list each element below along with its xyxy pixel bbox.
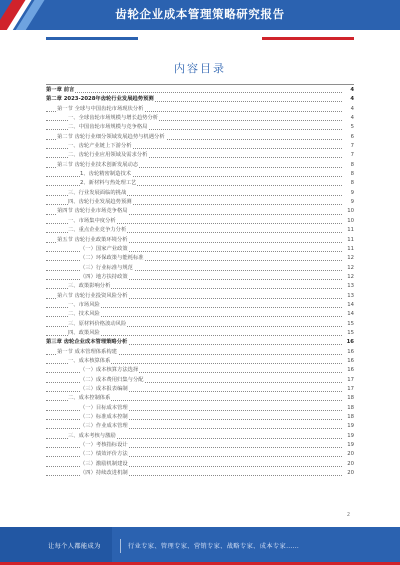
toc-entry-page: 7 [343,142,354,151]
toc-entry[interactable] [46,460,354,469]
toc-entry-page: 18 [343,413,354,422]
toc-entry[interactable] [46,282,354,291]
toc-entry-page: 8 [343,179,354,188]
toc-entry-page: 12 [343,254,354,263]
toc-entry-title: （四）持续改进机制 [80,469,129,478]
toc-entry[interactable] [46,133,354,142]
toc-entry-title: 二、技术风险 [68,310,101,319]
toc-entry[interactable] [46,198,354,207]
toc-entry-title: 三、成本考核与激励 [68,432,117,441]
toc-entry[interactable] [46,394,354,403]
toc-entry-page: 20 [343,460,354,469]
toc-entry-title: 第四节 齿轮行业市场竞争格局 [57,207,129,216]
toc-entry[interactable] [46,273,354,282]
toc-entry[interactable] [46,105,354,114]
toc-entry-title: 一、市场集中度分析 [68,217,117,226]
toc-entry-title: 四、齿轮行业发展趋势预测 [68,198,133,207]
toc-entry-title: （三）成本报表编制 [80,385,129,394]
toc-entry[interactable] [46,179,354,188]
toc-entry-title: 第五节 齿轮行业政策环境分析 [57,236,129,245]
toc-entry[interactable] [46,123,354,132]
toc-entry[interactable] [46,432,354,441]
toc-entry[interactable] [46,189,354,198]
toc-entry-title: （二）环保政策与能耗标准 [80,254,145,263]
toc-entry-page: 11 [343,245,354,254]
toc-entry-title: 二、齿轮行业应用领域及需求分析 [68,151,148,160]
toc-entry-title: （二）标准成本控制 [80,413,129,422]
toc-entry-page: 16 [343,338,354,347]
toc-entry-page: 13 [343,292,354,301]
toc-entry-page: 16 [343,348,354,357]
toc-entry-page: 5 [343,123,354,132]
report-title: 齿轮企业成本管理策略研究报告 [115,7,285,21]
toc-entry-title: 三、行业发展面临的挑战 [68,189,127,198]
toc-entry-page: 17 [343,385,354,394]
toc-entry[interactable] [46,264,354,273]
toc-top-rule [46,84,354,85]
toc-entry[interactable] [46,142,354,151]
toc-entry-page: 11 [343,226,354,235]
toc-entry-title: 第三节 齿轮行业技术创新发展动态 [57,161,139,170]
toc-entry[interactable] [46,114,354,123]
toc-entry-title: 1、齿轮精密制造技术 [80,170,132,179]
toc-entry-page: 16 [343,357,354,366]
table-of-contents [46,86,354,478]
toc-entry-title: 第三章 齿轮企业成本管理策略分析 [46,338,128,347]
toc-entry[interactable] [46,310,354,319]
toc-entry-page: 4 [343,95,354,104]
page-number: 2 [346,512,350,518]
toc-entry[interactable] [46,422,354,431]
toc-entry-page: 8 [343,161,354,170]
toc-entry-title: （一）考核指标设计 [80,441,129,450]
toc-entry-title: （三）激励机制建设 [80,460,129,469]
toc-entry-page: 13 [343,282,354,291]
toc-entry-title: （三）作业成本管理 [80,422,129,431]
toc-entry-page: 12 [343,273,354,282]
toc-entry-page: 19 [343,422,354,431]
toc-entry[interactable] [46,441,354,450]
toc-entry-page: 9 [343,189,354,198]
toc-entry-title: 四、政策风险 [68,329,101,338]
toc-entry-page: 6 [343,133,354,142]
toc-entry-page: 16 [343,366,354,375]
toc-entry[interactable] [46,450,354,459]
toc-entry-page: 11 [343,236,354,245]
toc-entry[interactable] [46,329,354,338]
toc-entry[interactable] [46,226,354,235]
toc-entry-title: 二、中国齿轮市场规模与竞争格局 [68,123,148,132]
toc-entry[interactable] [46,348,354,357]
toc-entry[interactable] [46,236,354,245]
toc-entry-title: 三、原材料价格波动风险 [68,320,127,329]
toc-entry-page: 20 [343,469,354,478]
toc-entry-page: 9 [343,198,354,207]
toc-entry[interactable] [46,292,354,301]
toc-entry-page: 12 [343,264,354,273]
toc-dot-leader [46,92,342,93]
toc-entry-title: 第一节 全球与中国齿轮市场现状分析 [57,105,144,114]
toc-entry-page: 15 [343,329,354,338]
toc-entry-title: 第二节 齿轮行业细分领域发展趋势与机遇分析 [57,133,166,142]
toc-entry-page: 18 [343,394,354,403]
toc-entry-title: 一、齿轮产业链上下游分析 [68,142,133,151]
header-rule-blue [46,37,138,40]
toc-chapter-entry[interactable] [46,95,354,104]
toc-entry[interactable] [46,366,354,375]
toc-entry[interactable] [46,170,354,179]
toc-entry-title: 第一章 前言 [46,86,75,95]
toc-entry-title: （二）成本费用归集与分配 [80,376,145,385]
toc-entry-title: 2、新材料与热处理工艺 [80,179,137,188]
toc-heading: 内容目录 [174,62,226,75]
toc-entry[interactable] [46,469,354,478]
toc-entry-page: 17 [343,376,354,385]
toc-entry[interactable] [46,254,354,263]
toc-entry-page: 14 [343,310,354,319]
toc-entry[interactable] [46,385,354,394]
toc-entry-page: 7 [343,151,354,160]
toc-entry-title: 二、重点企业竞争力分析 [68,226,127,235]
toc-entry-title: 一、全球齿轮市场规模与增长趋势分析 [68,114,159,123]
toc-entry[interactable] [46,217,354,226]
header-rule-red [262,37,354,40]
report-header-banner [0,0,400,30]
toc-entry[interactable] [46,245,354,254]
toc-entry-title: （一）成本核算方法选择 [80,366,139,375]
toc-entry-title: 第二章 2023-2028年齿轮行业发展趋势预测 [46,95,155,104]
toc-entry-title: 第六节 齿轮行业投资风险分析 [57,292,129,301]
toc-entry[interactable] [46,161,354,170]
toc-entry-page: 10 [343,207,354,216]
toc-entry-page: 10 [343,217,354,226]
toc-entry[interactable] [46,413,354,422]
toc-entry-page: 19 [343,441,354,450]
toc-entry[interactable] [46,207,354,216]
toc-entry-page: 14 [343,301,354,310]
toc-entry[interactable] [46,151,354,160]
toc-entry[interactable] [46,376,354,385]
toc-entry-page: 4 [343,105,354,114]
toc-entry-page: 18 [343,404,354,413]
toc-entry-page: 19 [343,432,354,441]
toc-entry-page: 4 [343,114,354,123]
toc-entry-title: 三、政策影响分析 [68,282,111,291]
toc-entry-page: 4 [343,86,354,95]
footer-divider [120,539,121,553]
footer-banner [0,527,400,565]
toc-chapter-entry[interactable] [46,338,354,347]
toc-entry-page: 8 [343,170,354,179]
toc-entry[interactable] [46,320,354,329]
footer-expert-list: 行业专家、管理专家、营销专家、战略专家、成本专家…… [128,543,300,550]
toc-entry-title: 第一节 成本管理体系构建 [57,348,118,357]
toc-entry-title: （一）国家产业政策 [80,245,129,254]
toc-entry-title: 二、成本控制体系 [68,394,111,403]
toc-entry-title: （三）行业标准与规范 [80,264,134,273]
toc-entry-title: （四）地方扶持政策 [80,273,129,282]
toc-entry-title: 一、成本核算体系 [68,357,111,366]
footer-tagline: 让每个人都能成为 [48,543,101,550]
toc-entry[interactable] [46,301,354,310]
toc-entry-page: 20 [343,450,354,459]
toc-chapter-entry[interactable] [46,86,354,95]
toc-entry-title: （一）目标成本管理 [80,404,129,413]
toc-entry-page: 15 [343,320,354,329]
toc-entry-title: 一、市场风险 [68,301,101,310]
toc-entry[interactable] [46,357,354,366]
toc-entry-title: （二）绩效评价方法 [80,450,129,459]
toc-entry[interactable] [46,404,354,413]
